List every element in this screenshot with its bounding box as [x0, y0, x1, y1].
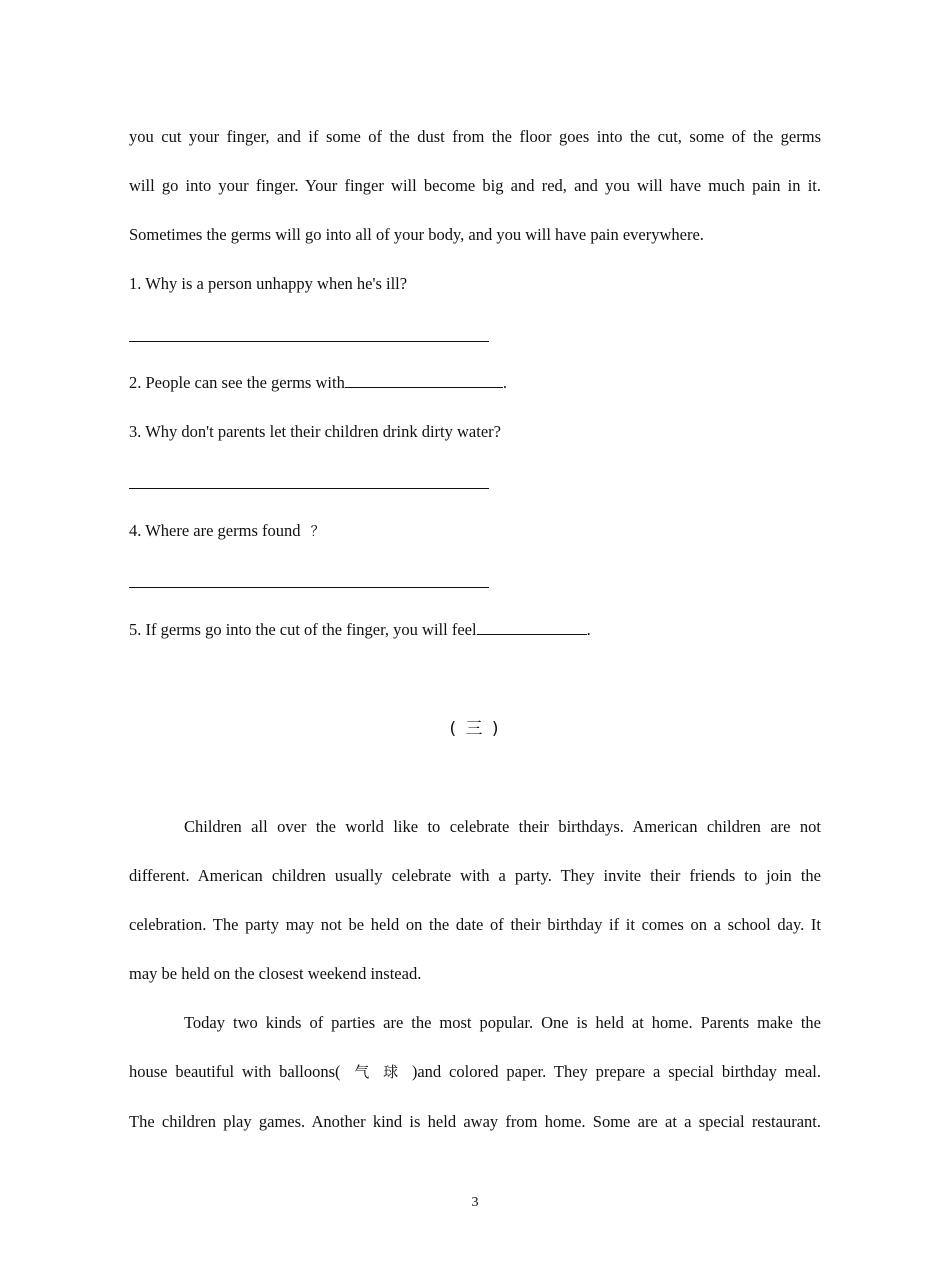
section-heading: ( 三 ) — [449, 719, 501, 739]
question-2 — [129, 373, 821, 393]
answer-line-1[interactable] — [129, 341, 489, 342]
passage-line: may be held on the closest weekend instead. — [129, 964, 422, 983]
passage-line: will go into your finger. Your finger will become big and red, and you will have much pain in it. — [129, 176, 821, 195]
answer-line-4[interactable] — [129, 587, 489, 588]
answer-blank-2[interactable] — [345, 373, 503, 388]
question-4-text: 4. Where are germs found — [129, 521, 301, 540]
question-2-period: . — [502, 373, 507, 392]
answer-line-3[interactable] — [129, 488, 489, 489]
passage-text: )and colored paper. They prepare a special birthday meal. — [411, 1062, 821, 1081]
question-2-text: 2. People can see the germs with — [129, 373, 345, 392]
question-5 — [129, 620, 821, 640]
question-4 — [129, 521, 821, 542]
passage-line: Children all over the world like to celebrate their birthdays. American children are not — [184, 817, 821, 836]
question-3: 3. Why don't parents let their children drink dirty water? — [129, 422, 501, 441]
passage-line: different. American children usually celebrate with a party. They invite their friends to join the — [129, 866, 821, 885]
passage-line — [129, 1062, 821, 1082]
passage-line: celebration. The party may not be held on the date of their birthday if it comes on a school day. It — [129, 915, 821, 934]
question-5-period: . — [586, 620, 591, 639]
question-5-text: 5. If germs go into the cut of the finger, you will feel — [129, 620, 477, 639]
cjk-gloss: 气球 — [350, 1063, 412, 1081]
passage-line: Sometimes the germs will go into all of your body, and you will have pain everywhere. — [129, 225, 704, 244]
answer-blank-5[interactable] — [477, 620, 587, 635]
passage-text: house beautiful with balloons( — [129, 1062, 341, 1081]
question-1: 1. Why is a person unhappy when he's ill? — [129, 274, 408, 293]
passage-line: The children play games. Another kind is held away from home. Some are at a special restaurant. — [129, 1112, 821, 1131]
passage-line: Today two kinds of parties are the most popular. One is held at home. Parents make the — [184, 1013, 821, 1032]
question-4-mark: ？ — [310, 524, 325, 540]
page-number: 3 — [471, 1195, 479, 1210]
passage-line: you cut your finger, and if some of the dust from the floor goes into the cut, some of the germs — [129, 127, 821, 146]
